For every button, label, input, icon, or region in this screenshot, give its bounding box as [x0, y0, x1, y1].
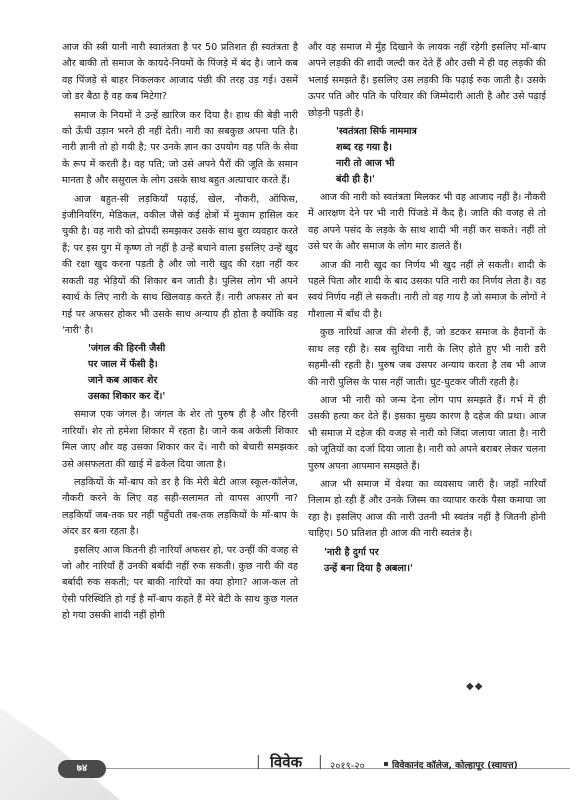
paragraph: आज भी नारी को जन्म देना लोग पाप समझते हैं। गर्भ में ही उसकी हत्या कर देते हैं। इसका मुख्य कारण है दहेज की प्रथा। आज भी समाज में दहेज की वजह से नारी को जिंदा जलाया जाता है। नारी को जूतियों का दर्जा दिया जाता है। नारी को अपने बराबर लेकर चलना पुरुष अपना आपमान समझते हैं। [308, 394, 546, 472]
poem-line: शब्द रह गया है। [336, 142, 393, 154]
poem-quote [308, 124, 546, 188]
poem-line: उन्हें बना दिया है अबला।' [324, 562, 413, 574]
poem-line: 'नारी है दुर्गा पर [324, 546, 379, 558]
poem-line: बंदी ही है।' [336, 174, 375, 186]
paragraph: लड़कियों के माँ-बाप को डर है कि मेरी बेटी आज स्कूल-कॉलेज, नौकरी करने के लिए वह सही-सलामत तो वापस आएगी ना? लड़कियाँ जब-तक घर नहीं पहुँचती तब-तक लड़कियों के माँ-बाप के अंदर डर बना रहता है। [62, 476, 298, 538]
footer-separator: | [318, 754, 323, 770]
left-column [62, 40, 298, 627]
poem-line: जाने कब आकर शेर [88, 375, 158, 387]
diamond-ornament-icon: ◆◆ [466, 681, 484, 692]
poem-line: पर जाल में फँसी है। [88, 359, 158, 371]
paragraph: और वह समाज में मुँह दिखाने के लायक नहीं रहेगी इसलिए माँ-बाप अपने लड़की की शादी जल्दी कर देते हैं और उसी में ही वह लड़की की भलाई समझते हैं। इसलिए उस लड़की कि पढ़ाई रुक जाती है। उसके ऊपर पति और पति के परिवार की जिम्मेदारी आती है और उसे पढ़ाई छोड़नी पड़ती है। [308, 42, 546, 119]
bullet-square-icon [384, 762, 388, 766]
poem-line: 'जंगल की हिरनी जैसी [88, 343, 166, 355]
poem-line: 'स्वतंत्रता सिर्फ नाममात्र [336, 126, 417, 138]
paragraph: समाज के नियमों ने उन्हें खारिज कर दिया है। हाथ की बेड़ी नारी को ऊँची उड़ान भरने ही नहीं देती। नारी का सबकुछ अपना पति है। नारी ज्ञानी तो हो गयी है; पर उनके ज्ञान का उपयोग वह पति के सेवा के रूप में करती है। वह पति; जो उसे अपने पैरों की जूति के समान मानता है और ससुराल के लोग उसके साथ बहुत अत्याचार करते हैं। [62, 109, 298, 187]
footer-year: २०१९-२० [330, 761, 365, 772]
paragraph: आज बहुत-सी लड़कियाँ पढ़ाई, खेल, नौकरी, ऑफिस, इंजीनियरिंग, मेडिकल, वकील जैसे कई क्षेत्रों में मुकाम हासिल कर चुकी है। वह नारी को द्रोपदी समझकर उसके साथ बुरा व्यवहार करते हैं; पर इस युग में कृष्ण तो नहीं है उन्हें बचाने वाला इसलिए उन्हें खुद की रक्षा खुद करना पड़ती है और जो नारी खुद की रक्षा नहीं कर सकती वह भेड़ियों की शिकार बन जाती है। पुलिस लोग भी अपने स्वार्थ के लिए नारी के साथ खिलवाड़ करते हैं। नारी अफसर तो बन गई पर अफसर होकर भी उसके साथ अन्याय ही होता है क्योंकि वह 'नारी' है। [62, 193, 298, 336]
magazine-title: विवेक [270, 753, 303, 771]
paragraph: समाज एक जंगल है। जंगल के शेर तो पुरुष ही है और हिरनी नारियाँ। शेर तो हमेशा शिकार में रहता है। जाने कब अकेली शिकार मिल जाए और वह उसका शिकार कर दें। नारी को बेचारी समझकर उसे असफलता की खाई में ढकेल दिया जाता है। [62, 409, 298, 470]
poem-line: उसका शिकार कर दें।' [88, 391, 166, 403]
corner-decoration [0, 708, 120, 800]
poem-quote [308, 545, 546, 577]
page-number: ७४ [58, 760, 106, 778]
right-column [308, 40, 546, 579]
footer-separator: | [256, 754, 261, 770]
poem-quote [62, 341, 298, 405]
paragraph: कुछ नारियाँ आज की शेरनी हैं, जो डटकर समाज के हैवानों के साथ लड़ रही है। सब सुविधा नारी के लिए होते हुए भी नारी डरी सहमी-सी रहती है। पुरुष जब उसपर अन्याय करता है तब भी आज की नारी पुलिस के पास नहीं जाती। घुट-घुटकर जीती रहती है। [308, 327, 546, 388]
poem-line: नारी तो आज भी [336, 158, 395, 170]
college-name: विवेकानंद कॉलेज, कोल्हापूर (स्वायत्त) [392, 761, 518, 771]
paragraph: आज भी समाज में वेश्या का व्यवसाय जारी है। जहाँ नारियाँ निलाम हो रही हैं और उनके जिस्म का व्यापार करके पैसा कमाया जा रहा है। इसलिए आज की नारी उतनी भी स्वतंत्र नहीं है जितनी होनी चाहिए। 50 प्रतिशत ही आज की नारी स्वतंत्र है। [308, 478, 546, 540]
paragraph: इसलिए आज कितनी ही नारियाँ अफसर हो, पर उन्हीं की वजह से जो और नारियाँ हैं उनकी बर्बादी नहीं रुक सकती। कुछ नारी की वह बर्बादी रुक सकती; पर बाकी नारियों का क्या होगा? आज-कल तो ऐसी परिस्थिति हो गई है माँ-बाप कहते हैं मेरे बेटी के साथ कुछ गलत हो गया उसकी शादी नहीं होगी [62, 544, 298, 622]
paragraph: आज की नारी को स्वतंत्रता मिलकर भी वह आजाद नहीं है। नौकरी में आरक्षण देने पर भी नारी पिंजडे में कैद है। जाति की वजह से तो वह अपने पसंद के लड़के के साथ शादी भी नहीं कर सकते। नहीं तो उसे घर के और समाज के लोग मार डालते हैं। [308, 192, 546, 253]
paragraph: आज की स्त्री यानी नारी स्वातंत्रता है पर 50 प्रतिशत ही स्वतंत्रता है और बाकी तो समाज के कायदे-नियमों के पिंजड़े में बंद है। जाने कब वह पिंजड़े से बाहर निकलकर आजाद पंछी की तरह उड़ गई। उसमें जो डर बैठा है वह कब मिटेगा? [62, 42, 298, 103]
paragraph: आज की नारी खुद का निर्णय भी खुद नहीं ले सकती। शादी के पहले पिता और शादी के बाद उसका पति नारी का निर्णय लेता है। वह स्वयं निर्णय नहीं ले सकती। नारी तो वह गाय है जो समाज के लोगों ने गौशाला में बाँध दी है। [308, 259, 546, 320]
